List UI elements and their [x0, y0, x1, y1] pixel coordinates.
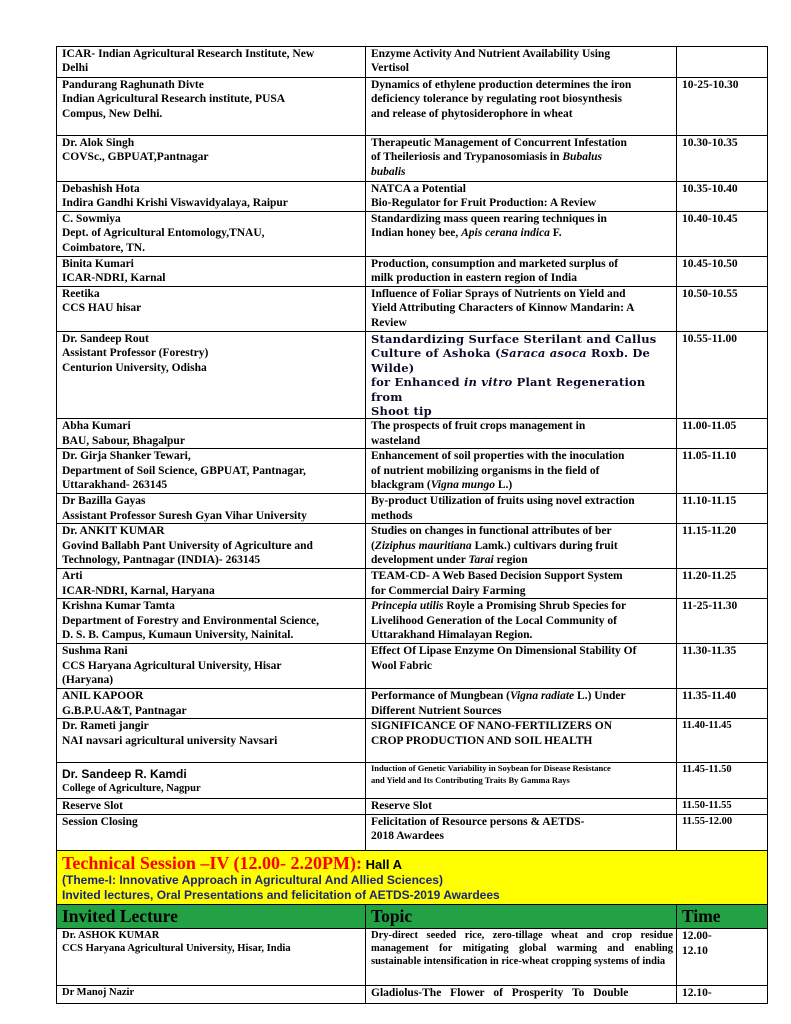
time-cell: 11-25-11.30: [677, 599, 768, 644]
presenter-cell: Dr Bazilla Gayas Assistant Professor Suresh Gyan Vihar University: [57, 494, 366, 524]
presenter-cell: Arti ICAR-NDRI, Karnal, Haryana: [57, 569, 366, 599]
topic-cell: Reserve Slot: [366, 799, 677, 814]
table-row: [57, 332, 768, 419]
session-title: Technical Session –IV (12.00- 2.20PM):: [62, 852, 363, 873]
time-cell: 11.55-12.00: [677, 814, 768, 850]
presenter-cell: Session Closing: [57, 814, 366, 850]
session-theme: (Theme-I: Innovative Approach in Agricultural And Allied Sciences): [62, 873, 443, 888]
time-cell: [677, 47, 768, 78]
presenter-cell: Reserve Slot: [57, 799, 366, 814]
presenter-cell: Dr. Sandeep Rout Assistant Professor (Forestry) Centurion University, Odisha: [57, 332, 366, 419]
presenter-cell: Dr. Rameti jangir NAI navsari agricultural university Navsari: [57, 719, 366, 763]
time-cell: 10.30-10.35: [677, 136, 768, 182]
table-row: [57, 47, 768, 78]
topic-cell: Dynamics of ethylene production determines the iron deficiency tolerance by regulating root biosynthesis and release of phytosiderophore in wheat: [366, 78, 677, 136]
table-row: [57, 799, 768, 814]
header-time: Time: [677, 905, 768, 929]
time-cell: 12.00- 12.10: [677, 929, 768, 986]
presenter-cell: Dr. Girja Shanker Tewari, Department of Soil Science, GBPUAT, Pantnagar, Uttarakhand- 263145: [57, 449, 366, 494]
topic-cell: Performance of Mungbean (Vigna radiate L.) Under Different Nutrient Sources: [366, 689, 677, 719]
table-row: [57, 494, 768, 524]
presenter-cell: Krishna Kumar Tamta Department of Forestry and Environmental Science, D. S. B. Campus, Kumaun University, Nainital.: [57, 599, 366, 644]
table-row: [57, 524, 768, 569]
topic-cell: SIGNIFICANCE OF NANO-FERTILIZERS ON CROP PRODUCTION AND SOIL HEALTH: [366, 719, 677, 763]
topic-cell: Enhancement of soil properties with the inoculation of nutrient mobilizing organisms in the field of blackgram (Vigna mungo L.): [366, 449, 677, 494]
time-cell: 11.40-11.45: [677, 719, 768, 763]
session-invited: Invited lectures, Oral Presentations and felicitation of AETDS-2019 Awardees: [62, 888, 500, 903]
session-banner: [57, 850, 768, 904]
topic-cell: Effect Of Lipase Enzyme On Dimensional Stability Of Wool Fabric: [366, 644, 677, 689]
presenter-cell: Dr. Alok Singh COVSc., GBPUAT,Pantnagar: [57, 136, 366, 182]
header-invited-lecture: Invited Lecture: [57, 905, 366, 929]
table-row: [57, 644, 768, 689]
table-row: [57, 763, 768, 799]
time-cell: 10.45-10.50: [677, 257, 768, 287]
time-cell: 11.20-11.25: [677, 569, 768, 599]
table-row: [57, 257, 768, 287]
schedule-table: [56, 46, 768, 1004]
time-cell: 11.00-11.05: [677, 419, 768, 449]
header-topic: Topic: [366, 905, 677, 929]
time-cell: 10.50-10.55: [677, 287, 768, 332]
time-cell: 11.10-11.15: [677, 494, 768, 524]
presenter-cell: Pandurang Raghunath Divte Indian Agricultural Research institute, PUSA Compus, New Delhi.: [57, 78, 366, 136]
topic-cell: Influence of Foliar Sprays of Nutrients on Yield and Yield Attributing Characters of Kinnow Mandarin: A Review: [366, 287, 677, 332]
time-cell: 12.10-: [677, 986, 768, 1004]
time-cell: 11.50-11.55: [677, 799, 768, 814]
table-row: [57, 986, 768, 1004]
topic-cell: Gladiolus-The Flower of Prosperity To Double: [366, 986, 677, 1004]
table-row: [57, 287, 768, 332]
topic-cell: The prospects of fruit crops management in wasteland: [366, 419, 677, 449]
table-row: [57, 689, 768, 719]
presenter-cell: Sushma Rani CCS Haryana Agricultural University, Hisar (Haryana): [57, 644, 366, 689]
presenter-cell: ICAR- Indian Agricultural Research Institute, New Delhi: [57, 47, 366, 78]
topic-cell: TEAM-CD- A Web Based Decision Support System for Commercial Dairy Farming: [366, 569, 677, 599]
time-cell: 10.35-10.40: [677, 182, 768, 212]
table-row: [57, 419, 768, 449]
topic-cell: By-product Utilization of fruits using novel extraction methods: [366, 494, 677, 524]
table-row: [57, 814, 768, 850]
presenter-cell: Dr Manoj Nazir: [57, 986, 366, 1004]
presenter-cell: Binita Kumari ICAR-NDRI, Karnal: [57, 257, 366, 287]
table-row: [57, 182, 768, 212]
topic-cell: Studies on changes in functional attributes of ber (Ziziphus mauritiana Lamk.) cultivars during fruit development under Tarai region: [366, 524, 677, 569]
topic-cell: Felicitation of Resource persons & AETDS- 2018 Awardees: [366, 814, 677, 850]
presenter-cell: ANIL KAPOOR G.B.P.U.A&T, Pantnagar: [57, 689, 366, 719]
topic-cell: Therapeutic Management of Concurrent Infestation of Theileriosis and Trypanosomiasis in Bubalus bubalis: [366, 136, 677, 182]
presenter-cell: Dr. ASHOK KUMAR CCS Haryana Agricultural University, Hisar, India: [57, 929, 366, 986]
table-row: [57, 599, 768, 644]
topic-cell: Princepia utilis Royle a Promising Shrub Species for Livelihood Generation of the Local Community of Uttarakhand Himalayan Region.: [366, 599, 677, 644]
topic-cell: Standardizing mass queen rearing techniques in Indian honey bee, Apis cerana indica F.: [366, 212, 677, 257]
topic-cell: Production, consumption and marketed surplus of milk production in eastern region of India: [366, 257, 677, 287]
topic-cell: Dry-direct seeded rice, zero-tillage wheat and crop residue management for mitigating global warming and enabling sustainable intensification in rice-wheat cropping systems of india: [366, 929, 677, 986]
presenter-cell: Dr. ANKIT KUMAR Govind Ballabh Pant University of Agriculture and Technology, Pantnagar (INDIA)- 263145: [57, 524, 366, 569]
time-cell: 10.55-11.00: [677, 332, 768, 419]
time-cell: 10.40-10.45: [677, 212, 768, 257]
time-cell: 11.35-11.40: [677, 689, 768, 719]
lecture-header-row: [57, 905, 768, 929]
presenter-cell: Abha Kumari BAU, Sabour, Bhagalpur: [57, 419, 366, 449]
time-cell: 11.05-11.10: [677, 449, 768, 494]
time-cell: 11.30-11.35: [677, 644, 768, 689]
session-hall: Hall A: [362, 856, 402, 872]
table-row: [57, 212, 768, 257]
presenter-cell: Debashish Hota Indira Gandhi Krishi Viswavidyalaya, Raipur: [57, 182, 366, 212]
presenter-cell: Reetika CCS HAU hisar: [57, 287, 366, 332]
table-row: [57, 136, 768, 182]
table-row: [57, 719, 768, 763]
table-row: [57, 449, 768, 494]
topic-cell: NATCA a Potential Bio-Regulator for Fruit Production: A Review: [366, 182, 677, 212]
time-cell: 10-25-10.30: [677, 78, 768, 136]
topic-cell: Standardizing Surface Sterilant and Callus Culture of Ashoka (Saraca asoca Roxb. De Wilde) for Enhanced in vitro Plant Regeneration from Shoot tip: [366, 332, 677, 419]
topic-cell: Enzyme Activity And Nutrient Availability Using Vertisol: [366, 47, 677, 78]
table-row: [57, 78, 768, 136]
table-row: [57, 569, 768, 599]
presenter-cell: C. Sowmiya Dept. of Agricultural Entomology,TNAU, Coimbatore, TN.: [57, 212, 366, 257]
table-row: [57, 929, 768, 986]
presenter-cell: Dr. Sandeep R. Kamdi College of Agriculture, Nagpur: [57, 763, 366, 799]
time-cell: 11.15-11.20: [677, 524, 768, 569]
time-cell: 11.45-11.50: [677, 763, 768, 799]
topic-cell: Induction of Genetic Variability in Soybean for Disease Resistance and Yield and Its Contributing Traits By Gamma Rays: [366, 763, 677, 799]
